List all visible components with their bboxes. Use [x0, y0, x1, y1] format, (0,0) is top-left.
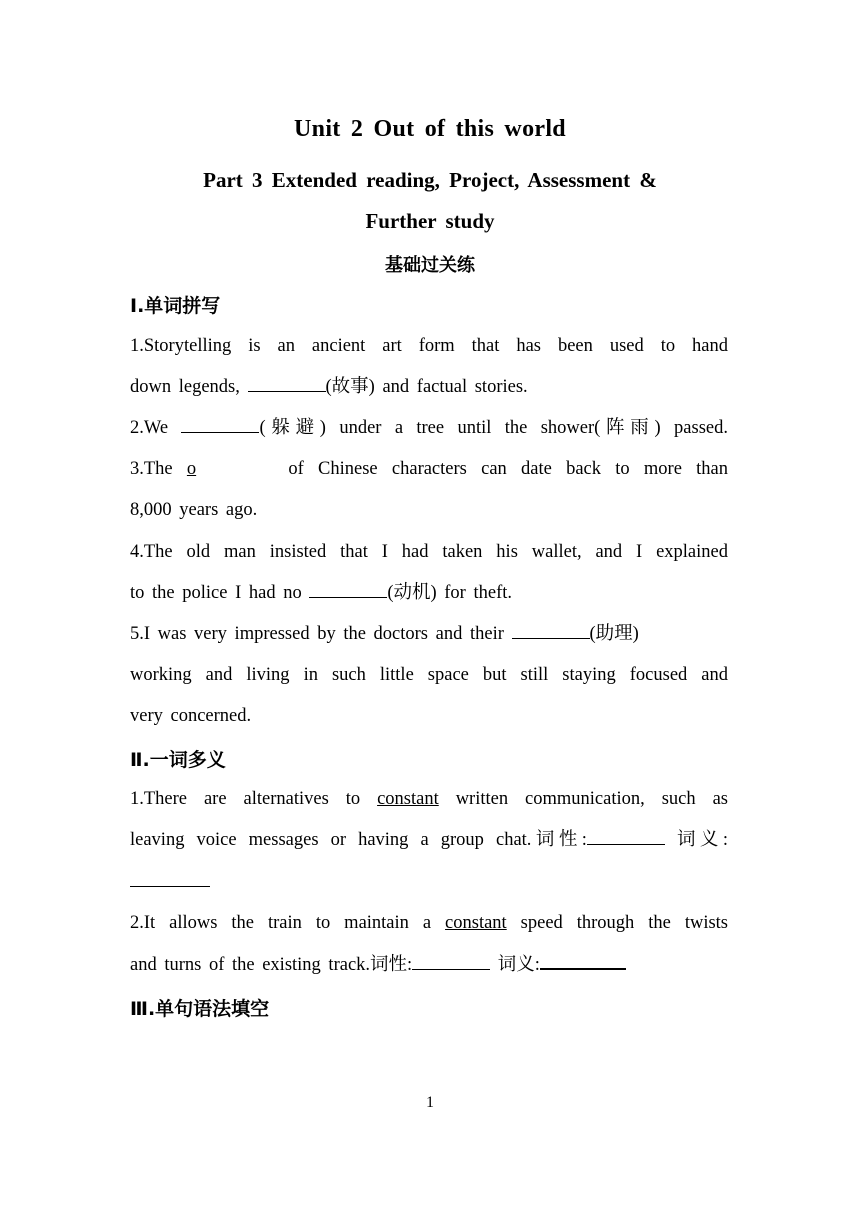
s1-q1-blank[interactable]	[248, 375, 326, 392]
s1-q4-line1: 4.The old man insisted that I had taken his wallet, and I explained	[130, 542, 728, 562]
s2-q1-text-b: written communication, such as	[438, 789, 728, 809]
page-title: Unit 2 Out of this world	[294, 116, 566, 142]
s2-q1-text-d: 词义:	[664, 830, 728, 850]
s1-q3-first-letter[interactable]: o	[186, 459, 197, 479]
s1-q5-line3: very concerned.	[130, 706, 252, 726]
s1-q2-text-a: 2.We	[130, 418, 182, 438]
page-subtitle-line1: Part 3 Extended reading, Project, Assessment &	[203, 168, 657, 192]
section2-heading: Ⅱ.一词多义	[130, 749, 226, 771]
s2-q2-pos-blank[interactable]	[412, 953, 490, 970]
s2-q2-line1	[130, 911, 728, 935]
s2-q1-line3	[130, 870, 728, 894]
s2-q2-line2	[130, 952, 728, 977]
s2-q1-line2	[130, 828, 728, 852]
s1-q4-blank[interactable]	[309, 581, 387, 598]
s1-q5-blank[interactable]	[512, 622, 590, 639]
s2-q1-pos-blank[interactable]	[587, 828, 665, 845]
s2-q1-keyword: constant	[377, 789, 439, 809]
s1-q2-line	[130, 416, 728, 440]
s1-q3-text-b: of Chinese characters can date back to more than	[274, 459, 729, 479]
s1-q1-text-b: (故事) and factual stories.	[325, 377, 528, 397]
s2-q2-text-c: and turns of the existing track.词性:	[130, 955, 413, 975]
s2-q2-meaning-blank[interactable]	[540, 952, 626, 970]
s2-q2-text-d: 词义:	[490, 955, 540, 975]
section-group-heading: 基础过关练	[385, 255, 475, 276]
s1-q2-blank[interactable]	[181, 416, 259, 433]
s1-q3-line2: 8,000 years ago.	[130, 500, 258, 520]
s2-q1-text-a: 1.There are alternatives to	[130, 789, 378, 809]
s1-q4-text-b: (动机) for theft.	[387, 583, 512, 603]
s2-q1-line1	[130, 787, 728, 811]
s2-q1-meaning-blank[interactable]	[130, 870, 210, 887]
section1-heading: Ⅰ.单词拼写	[130, 295, 221, 317]
s1-q1-text-a: down legends,	[130, 377, 248, 397]
s2-q2-keyword: constant	[445, 913, 507, 933]
s2-q2-text-a: 2.It allows the train to maintain a	[130, 913, 446, 933]
s1-q5-line2: working and living in such little space but still staying focused and	[130, 665, 728, 685]
page-subtitle-line2: Further study	[365, 209, 495, 233]
s1-q1-line2	[130, 375, 728, 399]
s1-q5-text-a: 5.I was very impressed by the doctors and their	[130, 624, 512, 644]
s1-q2-text-b: (躲避) under a tree until the shower(阵雨) passed.	[259, 418, 728, 438]
s1-q4-text-a: to the police I had no	[130, 583, 310, 603]
s2-q1-text-c: leaving voice messages or having a group chat.词性:	[130, 830, 587, 850]
s2-q2-text-b: speed through the twists	[506, 913, 729, 933]
s1-q5-text-b: (助理)	[589, 624, 639, 644]
s1-q1-line1: 1.Storytelling is an ancient art form that has been used to hand	[130, 336, 728, 356]
s1-q5-line1	[130, 622, 728, 646]
s1-q3-text-a: 3.The	[130, 459, 187, 479]
s1-q3-line1	[130, 457, 728, 481]
page-number: 1	[426, 1094, 434, 1111]
s1-q4-line2	[130, 581, 728, 605]
section3-heading: Ⅲ.单句语法填空	[130, 998, 270, 1020]
